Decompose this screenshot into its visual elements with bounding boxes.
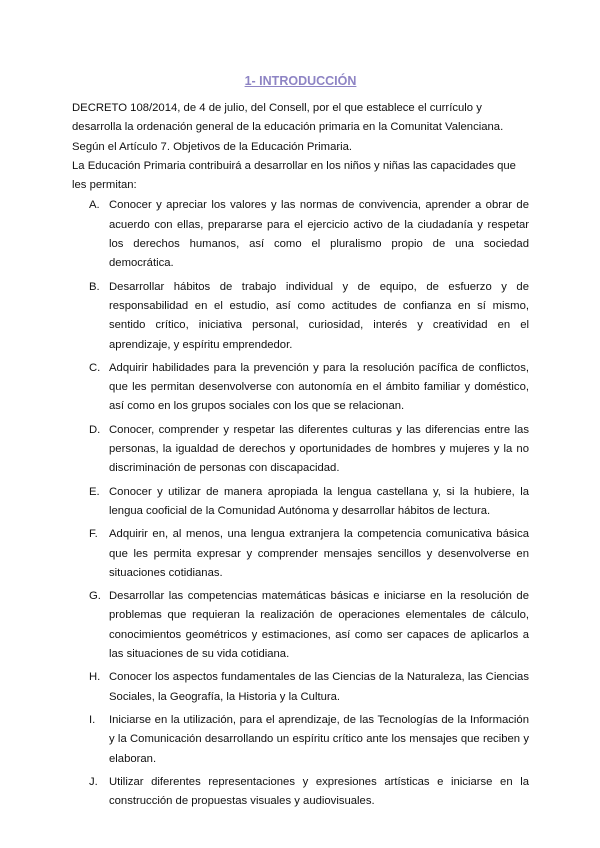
objective-text: Desarrollar las competencias matemáticas básicas e iniciarse en la resolución de problemas que requieran la realización de operaciones elementales de cálculo, conocimientos geométricos y estimaciones, así como ser capaces de aplicarlos a las situaciones de su vida cotidiana. — [109, 590, 529, 661]
objective-marker: C. — [89, 361, 101, 374]
objective-text: Utilizar diferentes representaciones y expresiones artísticas e iniciarse en la construcción de propuestas visuales y audiovisuales. — [109, 775, 529, 808]
article-reference: Según el Artículo 7. Objetivos de la Educación Primaria. — [72, 140, 353, 153]
objective-marker: I. — [89, 713, 96, 726]
objective-item — [72, 525, 529, 583]
objective-item — [72, 711, 529, 769]
objective-text: Desarrollar hábitos de trabajo individual y de equipo, de esfuerzo y de responsabilidad en el estudio, así como actitudes de confianza en sí mismo, sentido crítico, iniciativa personal, curiosidad, interés y creatividad en el aprendizaje, y espíritu emprendedor. — [109, 280, 529, 351]
objective-item — [72, 359, 529, 417]
objective-marker: E. — [89, 485, 100, 498]
objective-item — [72, 668, 529, 707]
objective-text: Iniciarse en la utilización, para el aprendizaje, de las Tecnologías de la Información y la Comunicación desarrollando un espíritu crítico ante los mensajes que reciben y elaboran. — [109, 713, 529, 765]
objective-marker: F. — [89, 528, 98, 541]
objective-text: Conocer y apreciar los valores y las normas de convivencia, aprender a obrar de acuerdo con ellas, prepararse para el ejercicio activo de la ciudadanía y respetar los derechos humanos, así como el pluralismo propio de una sociedad democrática. — [109, 199, 529, 270]
objective-item — [72, 773, 529, 812]
objective-marker: J. — [89, 775, 98, 788]
decree-paragraph: DECRETO 108/2014, de 4 de julio, del Consell, por el que establece el currículo y desarrolla la ordenación general de la educación primaria en la Comunitat Valenciana. — [72, 102, 504, 134]
objective-marker: A. — [89, 199, 100, 212]
objective-marker: D. — [89, 423, 101, 436]
objective-item — [72, 587, 529, 664]
objective-marker: B. — [89, 280, 100, 293]
objective-text: Adquirir habilidades para la prevención y para la resolución pacífica de conflictos, que les permitan desenvolverse con autonomía en el ámbito familiar y doméstico, así como en los grupos sociales con los que se relacionan. — [109, 361, 529, 413]
page-title: 1- INTRODUCCIÓN — [244, 74, 357, 88]
objective-item — [72, 196, 529, 273]
objective-text: Adquirir en, al menos, una lengua extranjera la competencia comunicativa básica que les permita expresar y comprender mensajes sencillos y desenvolverse en situaciones cotidianas. — [109, 528, 529, 579]
objective-marker: G. — [89, 590, 101, 603]
objective-marker: H. — [89, 671, 101, 684]
objectives-list — [72, 196, 529, 811]
objective-item — [72, 278, 529, 355]
objective-text: Conocer y utilizar de manera apropiada la lengua castellana y, si la hubiere, la lengua cooficial de la Comunidad Autónoma y desarrollar hábitos de lectura. — [109, 485, 529, 517]
objective-text: Conocer los aspectos fundamentales de las Ciencias de la Naturaleza, las Ciencias Sociales, la Geografía, la Historia y la Cultura. — [109, 671, 529, 703]
objective-text: Conocer, comprender y respetar las diferentes culturas y las diferencias entre las personas, la igualdad de derechos y oportunidades de hombres y mujeres y la no discriminación de personas con discapacidad. — [109, 423, 529, 475]
objective-item — [72, 421, 529, 479]
objective-item — [72, 483, 529, 522]
objectives-intro: La Educación Primaria contribuirá a desarrollar en los niños y niñas las capacidades que les permitan: — [72, 159, 516, 192]
